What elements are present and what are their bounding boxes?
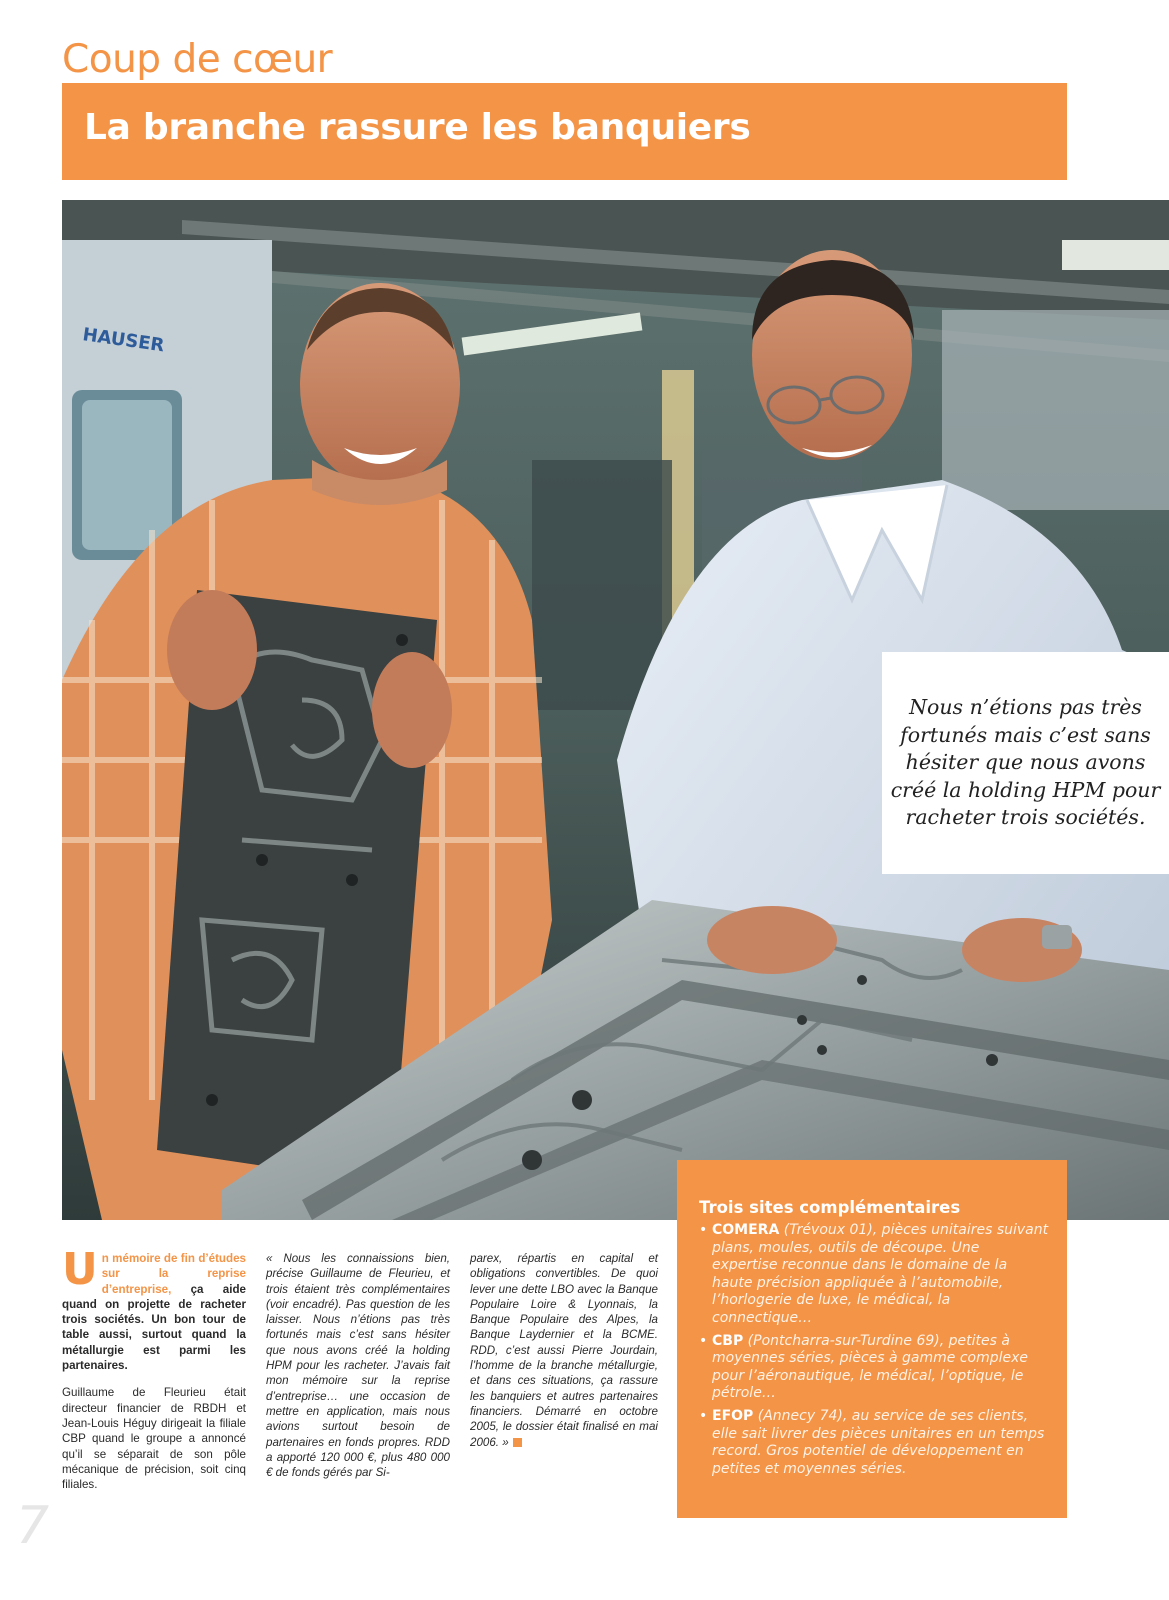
article-paragraph-1: Guillaume de Fleurieu était directeur financier de RBDH et Jean-Louis Héguy dirigeait la filiale CBP quand le groupe a annoncé qu’il se séparait de son pôle mécanique de précision, soit cinq filiales. <box>62 1386 246 1492</box>
section-kicker: Coup de cœur <box>62 37 333 82</box>
page-number: 7 <box>16 1496 50 1556</box>
sites-list <box>699 1222 1049 1483</box>
site-item <box>699 1408 1049 1478</box>
drop-cap: U <box>62 1244 98 1295</box>
article-lead <box>62 1244 246 1373</box>
sites-sidebar <box>677 1160 1067 1518</box>
article-column-1 <box>62 1244 246 1504</box>
article-paragraph-2-part-2: parex, répartis en capital et obligations convertibles. De quoi lever une dette LBO avec la Banque Populaire Loire & Lyonnais, la Banque Populaire des Alpes, la Banque Laydernier et la BCME. RDD, c’est aussi Pierre Jourdain, l’homme de la branche métallurgie, et dans ces situations, ça rassure les banquiers et autres partenaires financiers. Démarré en octobre 2005, le dossier était finalisé en mai 2006. » <box>470 1252 658 1449</box>
site-item <box>699 1222 1049 1328</box>
site-description: (Trévoux 01), pièces unitaires suivant plans, moules, outils de découpe. Une expertise reconnue dans le domaine de la haute précision appliquée à l’automobile, l’horlogerie de luxe, le médical, la connectique… <box>712 1222 1049 1326</box>
article-column-3 <box>470 1251 658 1462</box>
article-paragraph-2-part-1: « Nous les connaissions bien, précise Guillaume de Fleurieu, et trois étaient très complémentaires (voir encadré). Pas question de les laisser. Nous n’étions pas très fortunés mais c’est sans hésiter que nous avons créé la holding HPM pour les racheter. J’avais fait mon mémoire sur la reprise d’entreprise… une occasion de mettre en application, mais nous avions surtout besoin de partenaires en fonds propres. RDD a apporté 120 000 €, plus 480 000 € de fonds gérés par Si- <box>266 1252 450 1480</box>
lead-highlight: n mémoire de fin d’études sur la reprise d’entreprise, <box>101 1252 246 1296</box>
pull-quote-text: Nous n’étions pas très fortunés mais c’est sans hésiter que nous avons créé la holding HPM pour racheter trois sociétés. <box>890 695 1161 830</box>
pull-quote <box>882 652 1169 874</box>
sites-title: Trois sites complémentaires <box>699 1198 961 1217</box>
lead-text: ça aide quand on projette de racheter trois sociétés. Un bon tour de table aussi, surtout quand la métallurgie est parmi les partenaires. <box>62 1282 246 1373</box>
site-item <box>699 1333 1049 1403</box>
site-name: COMERA <box>712 1222 780 1238</box>
page-title: La branche rassure les banquiers <box>84 107 751 148</box>
site-name: EFOP <box>712 1407 754 1424</box>
site-description: (Pontcharra-sur-Turdine 69), petites à moyennes séries, pièces à gamme complexe pour l’aéronautique, le médical, l’optique, le pétrole… <box>712 1332 1029 1402</box>
title-banner <box>62 83 1067 180</box>
site-description: (Annecy 74), au service de ses clients, elle sait livrer des pièces unitaires en un temps record. Gros potentiel de développement en petites et moyennes séries. <box>712 1407 1045 1477</box>
article-column-2 <box>266 1251 450 1492</box>
site-name: CBP <box>712 1332 744 1349</box>
machine-sign: HAUSER <box>81 324 166 357</box>
end-mark-icon <box>513 1438 522 1447</box>
